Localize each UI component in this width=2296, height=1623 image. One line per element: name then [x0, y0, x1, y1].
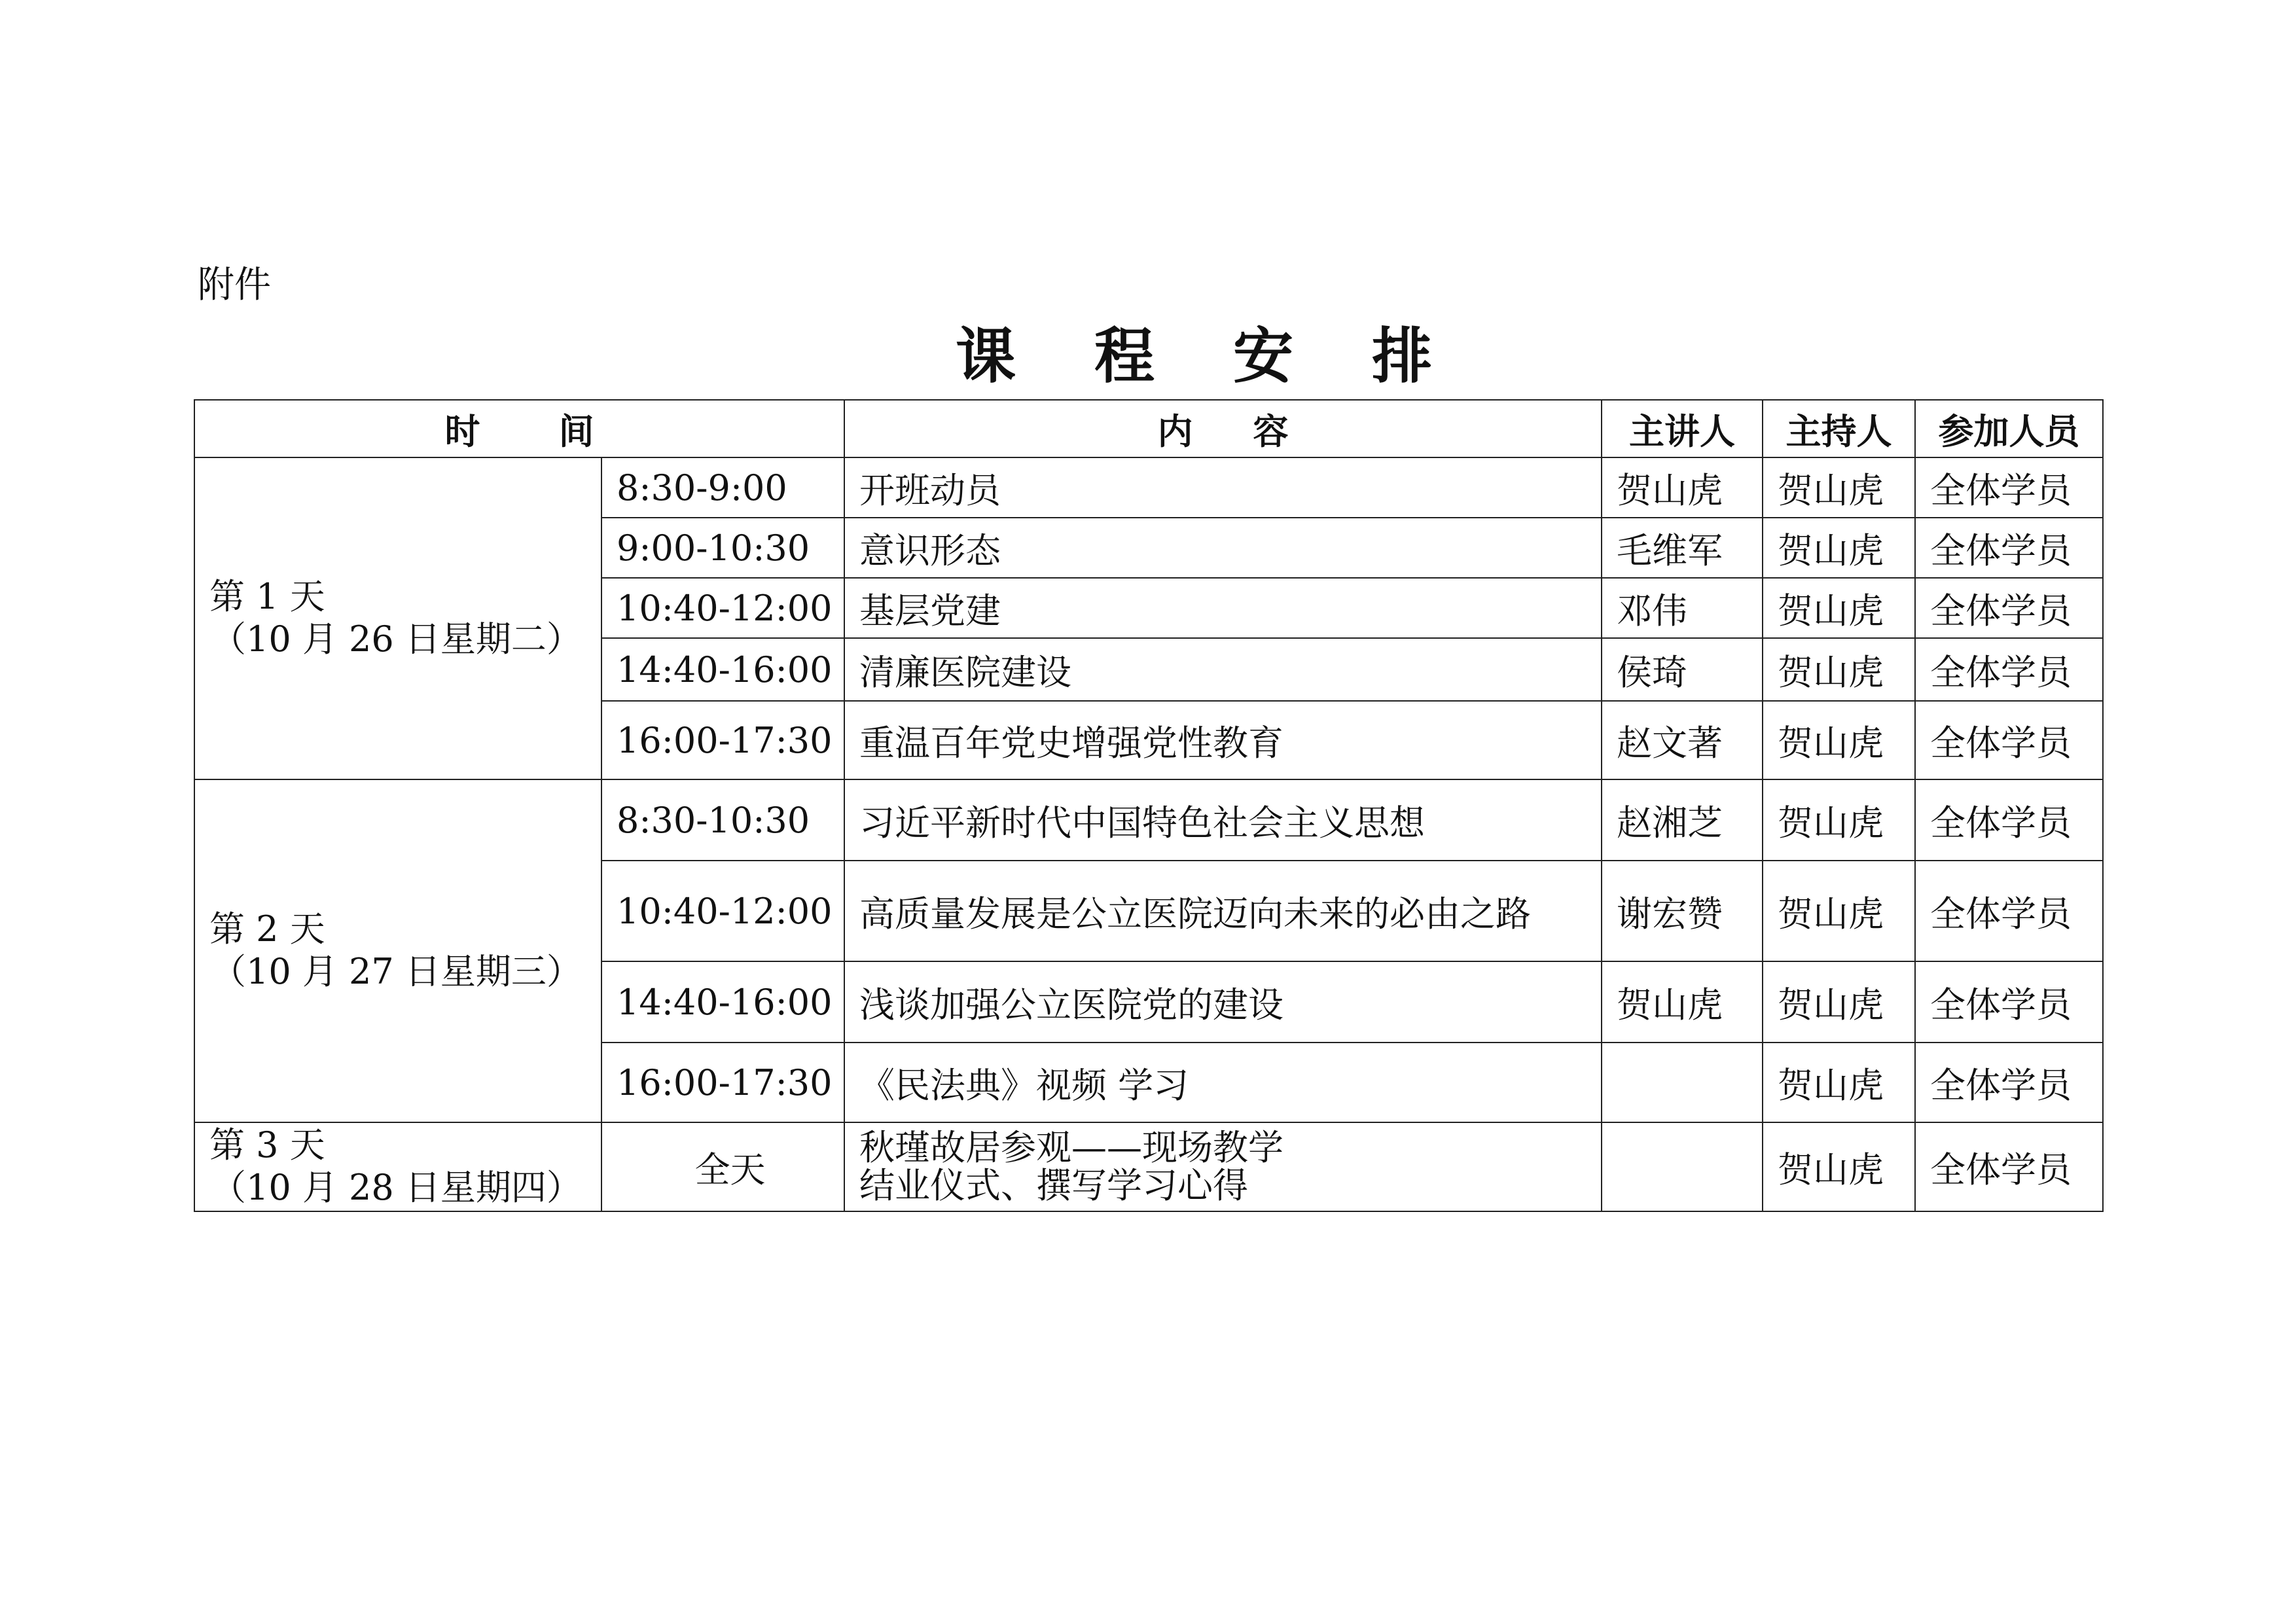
session-content: 高质量发展是公立医院迈向未来的必由之路 [844, 861, 1602, 961]
session-host: 贺山虎 [1763, 779, 1915, 861]
session-time: 全天 [601, 1122, 844, 1211]
table-row [194, 1122, 2103, 1211]
session-speaker: 侯琦 [1602, 638, 1763, 701]
session-time: 8:30-10:30 [601, 779, 844, 861]
header-time: 时 间 [194, 400, 844, 457]
session-participants: 全体学员 [1915, 861, 2103, 961]
session-speaker: 赵湘芝 [1602, 779, 1763, 861]
session-content: 浅谈加强公立医院党的建设 [844, 961, 1602, 1043]
session-participants: 全体学员 [1915, 457, 2103, 518]
session-speaker: 毛维军 [1602, 518, 1763, 578]
session-content: 重温百年党史增强党性教育 [844, 701, 1602, 779]
session-participants: 全体学员 [1915, 701, 2103, 779]
session-host: 贺山虎 [1763, 457, 1915, 518]
session-content: 习近平新时代中国特色社会主义思想 [844, 779, 1602, 861]
day-date: （10 月 26 日星期二） [211, 618, 582, 660]
day-label: 第 2 天 [209, 908, 325, 950]
session-host: 贺山虎 [1763, 518, 1915, 578]
header-host: 主持人 [1763, 400, 1915, 457]
session-speaker: 邓伟 [1602, 578, 1763, 638]
session-host: 贺山虎 [1763, 861, 1915, 961]
session-content [844, 1122, 1602, 1211]
day-label: 第 3 天 [209, 1124, 325, 1166]
session-content: 开班动员 [844, 457, 1602, 518]
session-host: 贺山虎 [1763, 701, 1915, 779]
session-content: 基层党建 [844, 578, 1602, 638]
session-participants: 全体学员 [1915, 779, 2103, 861]
day-cell-2 [194, 779, 601, 1122]
session-time: 8:30-9:00 [601, 457, 844, 518]
session-speaker: 谢宏赞 [1602, 861, 1763, 961]
session-speaker: 赵文著 [1602, 701, 1763, 779]
table-header-row [194, 400, 2103, 457]
session-content: 清廉医院建设 [844, 638, 1602, 701]
session-host: 贺山虎 [1763, 1043, 1915, 1122]
session-speaker [1602, 1043, 1763, 1122]
session-time: 16:00-17:30 [601, 701, 844, 779]
session-time: 14:40-16:00 [601, 961, 844, 1043]
session-time: 9:00-10:30 [601, 518, 844, 578]
schedule-table [194, 399, 2104, 1212]
session-time: 16:00-17:30 [601, 1043, 844, 1122]
session-participants: 全体学员 [1915, 578, 2103, 638]
session-content: 意识形态 [844, 518, 1602, 578]
session-speaker: 贺山虎 [1602, 961, 1763, 1043]
session-time: 10:40-12:00 [601, 578, 844, 638]
day-label: 第 1 天 [209, 576, 325, 618]
day-cell-1 [194, 457, 601, 779]
session-participants: 全体学员 [1915, 1122, 2103, 1211]
day-cell-3 [194, 1122, 601, 1211]
page-title: 课 程 安 排 [956, 321, 1462, 391]
session-host: 贺山虎 [1763, 961, 1915, 1043]
header-participants: 参加人员 [1915, 400, 2103, 457]
content-line: 秋瑾故居参观——现场教学 [859, 1126, 1283, 1168]
header-speaker: 主讲人 [1602, 400, 1763, 457]
session-host: 贺山虎 [1763, 578, 1915, 638]
session-time: 14:40-16:00 [601, 638, 844, 701]
attachment-label: 附件 [198, 264, 271, 306]
session-host: 贺山虎 [1763, 1122, 1915, 1211]
session-participants: 全体学员 [1915, 638, 2103, 701]
day-date: （10 月 28 日星期四） [211, 1167, 582, 1208]
table-row [194, 457, 2103, 518]
content-line: 结业仪式、撰写学习心得 [859, 1165, 1248, 1206]
session-participants: 全体学员 [1915, 1043, 2103, 1122]
session-content: 《民法典》视频 学习 [844, 1043, 1602, 1122]
day-date: （10 月 27 日星期三） [211, 951, 582, 992]
header-content: 内 容 [844, 400, 1602, 457]
session-time: 10:40-12:00 [601, 861, 844, 961]
session-host: 贺山虎 [1763, 638, 1915, 701]
session-participants: 全体学员 [1915, 518, 2103, 578]
session-speaker: 贺山虎 [1602, 457, 1763, 518]
table-row [194, 779, 2103, 861]
session-speaker [1602, 1122, 1763, 1211]
session-participants: 全体学员 [1915, 961, 2103, 1043]
